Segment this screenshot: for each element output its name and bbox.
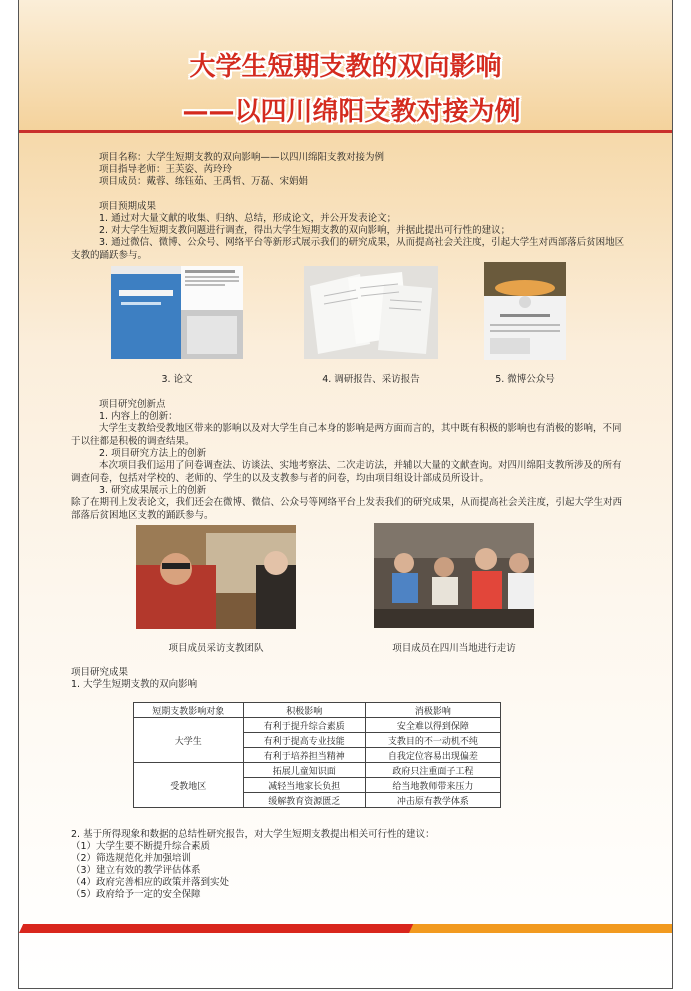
table-target-cell: 受教地区 (134, 763, 244, 808)
innovation-para-1: 大学生支教给受教地区带来的影响以及对大学生自己本身的影响是两方面而言的，其中既有积极的影响也有消极的影响，不同于以往都是积极的调查结果。 (71, 423, 622, 447)
innovation-para-2: 本次项目我们运用了问卷调查法、访谈法、实地考察法、二次走访法，并辅以大量的文献查询。对四川绵阳支教所涉及的所有调查问卷，包括对学校的、老师的、学生的以及支教参与者的问卷，均由项目组设计部成员所设计。 (71, 460, 622, 484)
project-members: 项目成员：戴蓉、练钰茹、王禹哲、万磊、宋娟娟 (99, 176, 309, 187)
table-negative-cell: 冲击原有教学体系 (365, 793, 500, 808)
expected-item-3: 3. 通过微信、微博、公众号、网络平台等新形式展示我们的研究成果，从而提高社会关注度，引起大学生对西部落后贫困地区支教的踊跃参与。 (71, 237, 625, 261)
local-visit-caption: 项目成员在四川当地进行走访 (392, 643, 516, 654)
poster-title: 大学生短期支教的双向影响 (189, 52, 502, 82)
innovation-sub-2: 2. 项目研究方法上的创新 (99, 448, 207, 459)
footer-stripe-red (19, 924, 415, 933)
table-positive-cell: 有利于培养担当精神 (243, 748, 365, 763)
table-positive-cell: 缓解教育资源匮乏 (243, 793, 365, 808)
suggestion-item: （5）政府给予一定的安全保障 (71, 889, 201, 900)
table-negative-cell: 自我定位容易出现偏差 (365, 748, 500, 763)
table-negative-cell: 给当地教师带来压力 (365, 778, 500, 793)
local-visit-photo (374, 523, 534, 628)
poster (18, 0, 673, 989)
innovation-sub-3: 3. 研究成果展示上的创新 (99, 485, 207, 496)
survey-report-photo (304, 266, 438, 359)
suggestion-item: （3）建立有效的教学评估体系 (71, 865, 201, 876)
interview-team-photo (136, 525, 296, 629)
poster-subtitle: ——以四川绵阳支教对接为例 (182, 97, 521, 127)
paper-photo (111, 266, 243, 359)
table-negative-cell: 支教目的不一动机不纯 (365, 733, 500, 748)
table-positive-cell: 拓展儿童知识面 (243, 763, 365, 778)
table-row (134, 763, 501, 778)
footer-stripe-orange (409, 924, 673, 933)
innovation-para-3: 除了在期刊上发表论文，我们还会在微博、微信、公众号等网络平台上发表我们的研究成果，从而提高社会关注度，引起大学生对西部落后贫困地区支教的踊跃参与。 (71, 497, 623, 521)
table-row (134, 718, 501, 733)
table-header-row (134, 703, 501, 718)
expected-item-1: 1. 通过对大量文献的收集、归纳、总结，形成论文，并公开发表论文； (99, 213, 397, 224)
table-positive-cell: 有利于提高专业技能 (243, 733, 365, 748)
table-negative-cell: 政府只注重面子工程 (365, 763, 500, 778)
paper-caption: 3. 论文 (161, 374, 193, 385)
table-positive-cell: 有利于提升综合素质 (243, 718, 365, 733)
table-header-target: 短期支教影响对象 (134, 703, 244, 718)
suggestion-item: （2）筛选规范化并加强培训 (71, 853, 192, 864)
suggestion-item: （4）政府完善相应的政策并落到实处 (71, 877, 230, 888)
project-name: 项目名称：大学生短期支教的双向影响——以四川绵阳支教对接为例 (99, 152, 385, 163)
weibo-caption: 5. 微博公众号 (495, 374, 555, 385)
table-positive-cell: 减轻当地家长负担 (243, 778, 365, 793)
results-sub-2: 2. 基于所得现象和数据的总结性研究报告，对大学生短期支教提出相关可行性的建议： (71, 829, 435, 840)
table-negative-cell: 安全难以得到保障 (365, 718, 500, 733)
survey-report-caption: 4. 调研报告、采访报告 (322, 374, 420, 385)
interview-team-caption: 项目成员采访支教团队 (168, 643, 264, 654)
expected-item-2: 2. 对大学生短期支教问题进行调查，得出大学生短期支教的双向影响，并据此提出可行性的建议； (99, 225, 511, 236)
weibo-account-photo (484, 262, 566, 360)
results-sub-1: 1. 大学生短期支教的双向影响 (71, 679, 198, 690)
table-header-negative: 消极影响 (365, 703, 500, 718)
suggestion-item: （1）大学生要不断提升综合素质 (71, 841, 211, 852)
expected-heading: 项目预期成果 (99, 201, 157, 212)
impact-table (133, 702, 501, 808)
table-header-positive: 积极影响 (243, 703, 365, 718)
table-target-cell: 大学生 (134, 718, 244, 763)
innovation-sub-1: 1. 内容上的创新： (99, 411, 178, 422)
project-advisors: 项目指导老师：王芙姿、芮玲玲 (99, 164, 233, 175)
results-heading: 项目研究成果 (71, 667, 129, 678)
innovation-heading: 项目研究创新点 (99, 399, 166, 410)
